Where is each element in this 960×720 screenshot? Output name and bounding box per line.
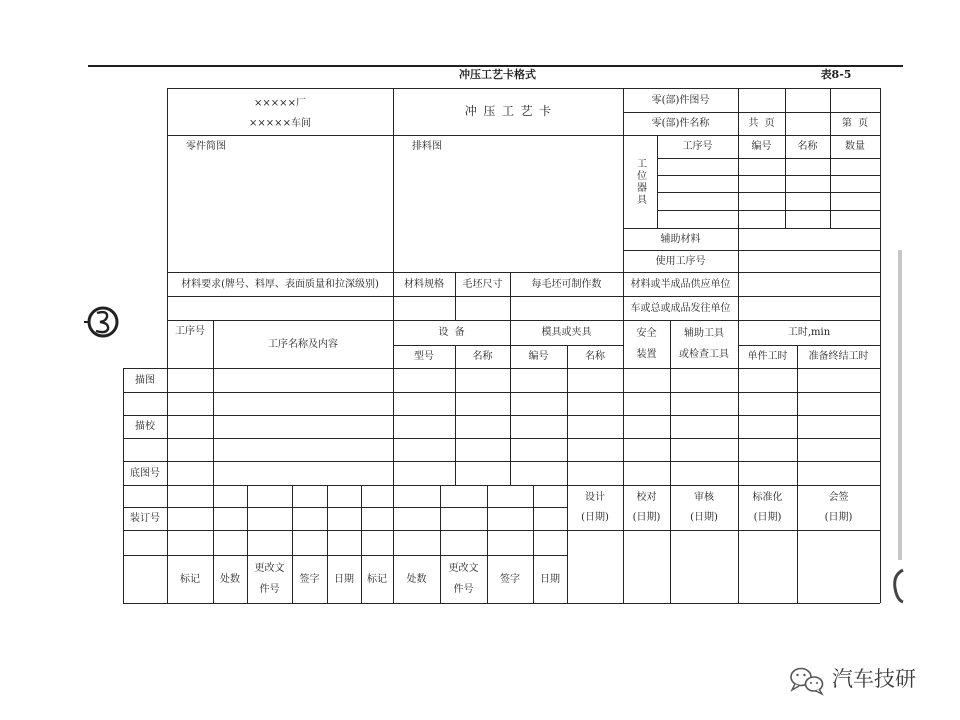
page-title: 冲压工艺卡格式 <box>459 68 536 81</box>
auxiliary-material-label: 辅助材料 <box>660 233 701 245</box>
process-no-header: 工序号 <box>175 325 205 337</box>
fixture-col-quantity: 数量 <box>845 141 865 152</box>
revision-col-date: 日期 <box>334 573 354 585</box>
equipment-header: 设 备 <box>438 327 465 338</box>
fixture-col-name: 名称 <box>797 141 818 152</box>
parts-per-blank-label: 每毛坯可制作数 <box>531 278 602 290</box>
approval-role: 标准化 <box>752 491 783 503</box>
factory-name: ×××××厂 <box>254 97 306 109</box>
revision-col-mark: 标记 <box>367 573 387 585</box>
nesting-layout-label: 排料图 <box>412 141 442 152</box>
man-hours-header: 工时,min <box>787 327 831 338</box>
material-spec-label: 材料规格 <box>404 278 444 290</box>
process-name-header: 工序名称及内容 <box>268 338 338 350</box>
revision-col-change-doc: 更改文 件号 <box>448 563 479 595</box>
blank-size-label: 毛坯尺寸 <box>462 278 503 290</box>
tooling-name-header: 名称 <box>585 351 605 362</box>
setup-time-header: 准备终结工时 <box>808 351 869 362</box>
tooling-no-header: 编号 <box>528 351 549 362</box>
revision-col-count: 处数 <box>406 573 427 585</box>
side-label-binding-no: 装订号 <box>130 513 160 524</box>
material-requirements-label: 材料要求(牌号、料厚、表面质量和拉深级别) <box>181 278 379 290</box>
revision-col-signature: 签字 <box>500 573 520 585</box>
approval-date: (日期) <box>632 511 661 523</box>
safety-device-header: 安全 装置 <box>636 328 657 360</box>
revision-col-date: 日期 <box>540 573 560 585</box>
revision-col-signature: 签字 <box>299 573 320 585</box>
approval-date: (日期) <box>824 511 853 523</box>
part-name-label: 零(部)件名称 <box>651 118 710 129</box>
approval-date: (日期) <box>753 511 782 523</box>
approval-role: 设计 <box>585 491 605 503</box>
equipment-model-header: 型号 <box>414 351 434 362</box>
watermark-text: 汽车技研 <box>832 667 916 691</box>
side-label-master-drawing-no: 底图号 <box>130 467 160 479</box>
card-title: 冲压工艺卡 <box>464 104 558 118</box>
fixture-col-process-no: 工序号 <box>682 141 713 152</box>
revision-col-change-doc: 更改文 件号 <box>254 563 285 595</box>
side-label-trace-check: 描校 <box>135 421 155 432</box>
revision-col-mark: 标记 <box>180 573 200 585</box>
approval-role: 校对 <box>636 491 657 503</box>
approval-date: (日期) <box>690 511 718 523</box>
table-number: 表8-5 <box>820 68 852 81</box>
workshop-name: ×××××车间 <box>249 117 311 129</box>
used-process-no-label: 使用工序号 <box>655 255 706 267</box>
tooling-header: 模具或夹具 <box>541 327 592 338</box>
page-number: 第 页 <box>841 118 869 129</box>
approval-role: 会签 <box>828 491 849 503</box>
revision-col-count: 处数 <box>220 573 240 585</box>
part-sketch-label: 零件简图 <box>186 141 226 152</box>
side-label-tracing: 描图 <box>135 374 155 386</box>
total-pages: 共 页 <box>748 118 775 129</box>
supplier-label: 材料或半成品供应单位 <box>630 278 731 290</box>
station-fixtures-label: 工位器具 <box>634 157 646 206</box>
unit-time-header: 单件工时 <box>747 351 788 362</box>
approval-role: 审核 <box>694 491 714 503</box>
part-drawing-no-label: 零(部)件图号 <box>651 94 710 106</box>
equipment-name-header: 名称 <box>472 351 493 362</box>
fixture-col-number: 编号 <box>751 141 772 152</box>
auxiliary-tool-header: 辅助工具 或检查工具 <box>679 328 729 360</box>
destination-label: 车或总或成品发往单位 <box>630 302 731 314</box>
approval-date: (日期) <box>581 511 609 523</box>
